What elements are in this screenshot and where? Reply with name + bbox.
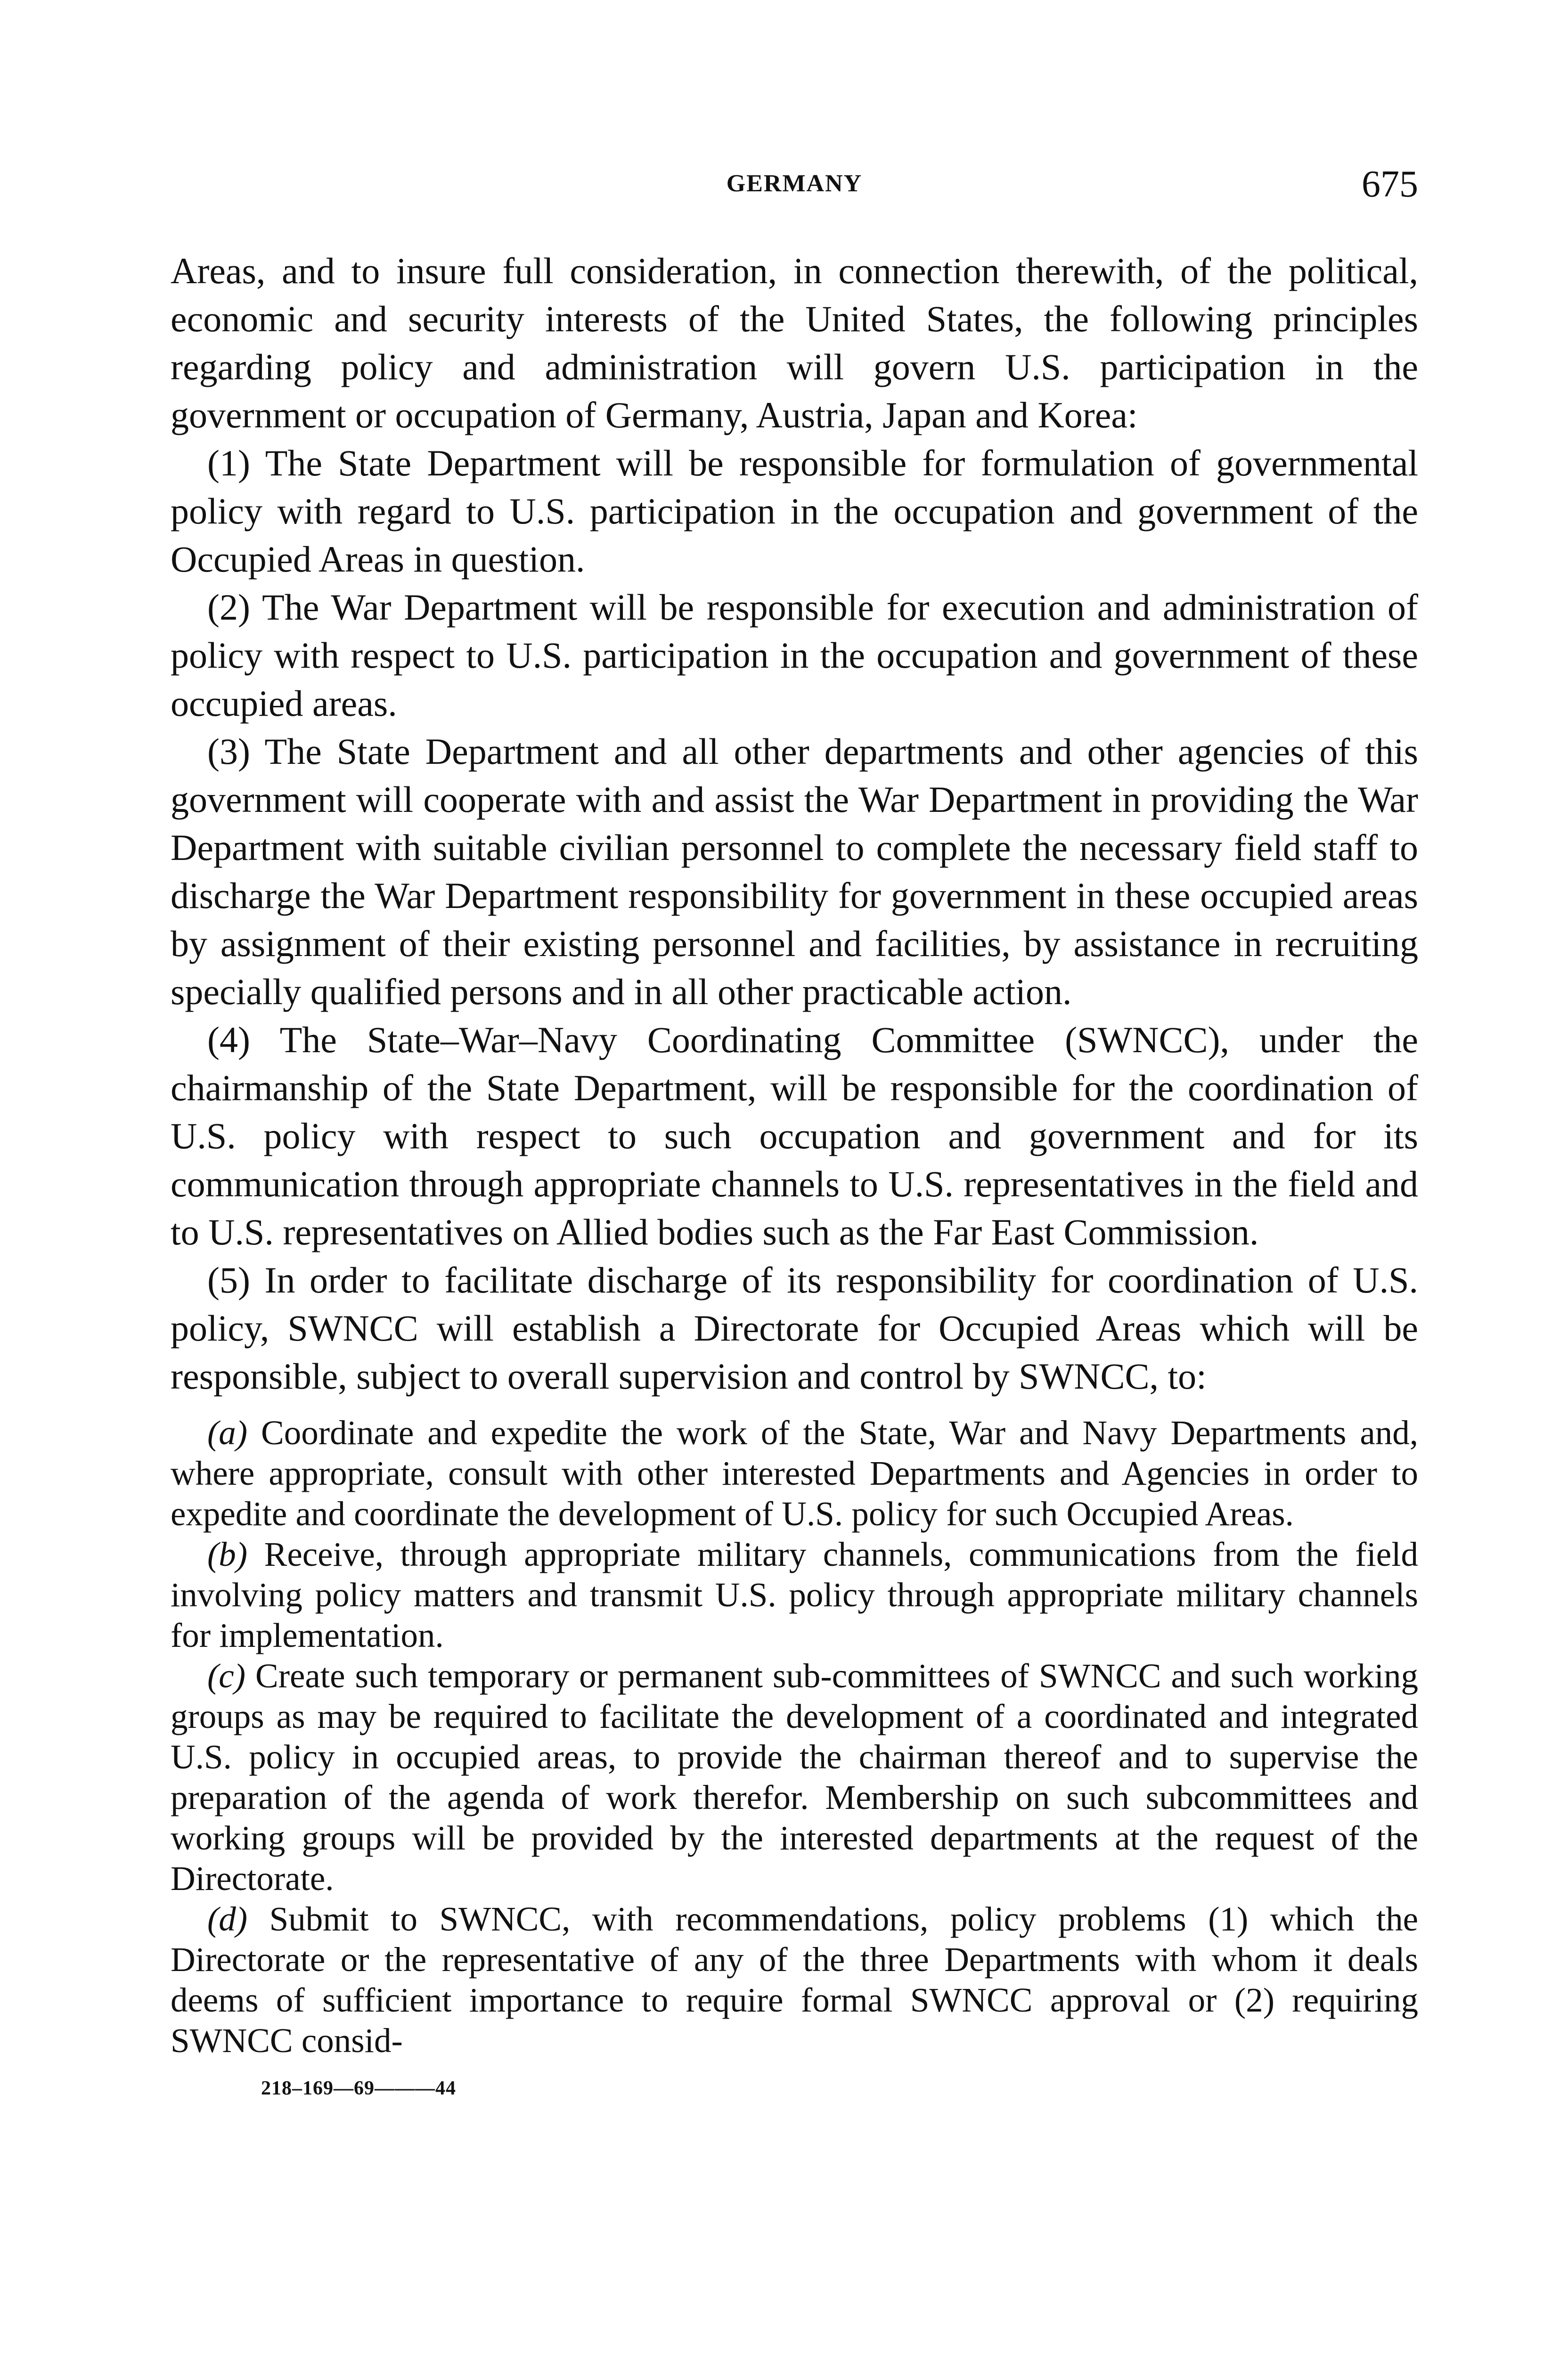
subitem-d: [171, 1899, 1418, 2061]
subitem-list: [171, 1413, 1418, 2061]
paragraph-item-2: (2) The War Department will be responsible for execution and administration of policy with respect to U.S. participation in the occupation and government of these occupied areas.: [171, 587, 1418, 724]
running-title: GERMANY: [726, 170, 863, 197]
page-number: 675: [1362, 164, 1418, 205]
subitem-a: [171, 1413, 1418, 1534]
page-header: [171, 164, 1418, 212]
subitem-c: [171, 1656, 1418, 1899]
document-page: [171, 164, 1418, 2100]
subitem-text: Submit to SWNCC, with recommendations, policy problems (1) which the Directorate or the representative of any of the three Departments with whom it deals deems of sufficient importance to require formal SWNCC approval or (2) requiring SWNCC consid-: [171, 1900, 1418, 2060]
subitem-letter: (b): [207, 1535, 248, 1573]
paragraph-item-5: (5) In order to facilitate discharge of its responsibility for coordination of U.S. policy, SWNCC will establish a Directorate for Occupied Areas which will be responsible, subject to overall supervision and control by SWNCC, to:: [171, 1260, 1418, 1397]
subitem-text: Receive, through appropriate military channels, communications from the field involving policy matters and transmit U.S. policy through appropriate military channels for implementation.: [171, 1535, 1418, 1654]
subitem-letter: (c): [207, 1657, 246, 1695]
paragraph-item-4: (4) The State–War–Navy Coordinating Committee (SWNCC), under the chairmanship of the State Department, will be responsible for the coordination of U.S. policy with respect to such occupation and government and for its communication through appropriate channels to U.S. representatives in the field and to U.S. representatives on Allied bodies such as the Far East Commission.: [171, 1019, 1418, 1252]
body-text: [171, 247, 1418, 1400]
print-code: 218–169—69———44: [261, 2078, 456, 2099]
subitem-letter: (d): [207, 1900, 248, 1938]
paragraph-intro: Areas, and to insure full consideration, in connection therewith, of the political, economic and security interests of the United States, the following principles regarding policy and administration will govern U.S. participation in the government or occupation of Germany, Austria, Japan and Korea:: [171, 250, 1418, 435]
subitem-text: Coordinate and expedite the work of the State, War and Navy Departments and, where appropriate, consult with other interested Departments and Agencies in order to expedite and coordinate the development of U.S. policy for such Occupied Areas.: [171, 1414, 1418, 1533]
subitem-text: Create such temporary or permanent sub-committees of SWNCC and such working groups as may be required to facilitate the development of a coordinated and integrated U.S. policy in occupied areas, to provide the chairman thereof and to supervise the preparation of the agenda of work therefor. Membership on such subcommittees and working groups will be provided by the interested departments at the request of the Directorate.: [171, 1657, 1418, 1898]
paragraph-item-1: (1) The State Department will be responsible for formulation of governmental policy with regard to U.S. participation in the occupation and government of the Occupied Areas in question.: [171, 442, 1418, 580]
subitem-letter: (a): [207, 1414, 248, 1452]
paragraph-item-3: (3) The State Department and all other departments and other agencies of this government will cooperate with and assist the War Department in providing the War Department with suitable civilian personnel to complete the necessary field staff to discharge the War Department responsibility for government in these occupied areas by assignment of their existing personnel and facilities, by assistance in recruiting specially qualified persons and in all other practicable action.: [171, 731, 1418, 1012]
subitem-b: [171, 1534, 1418, 1656]
